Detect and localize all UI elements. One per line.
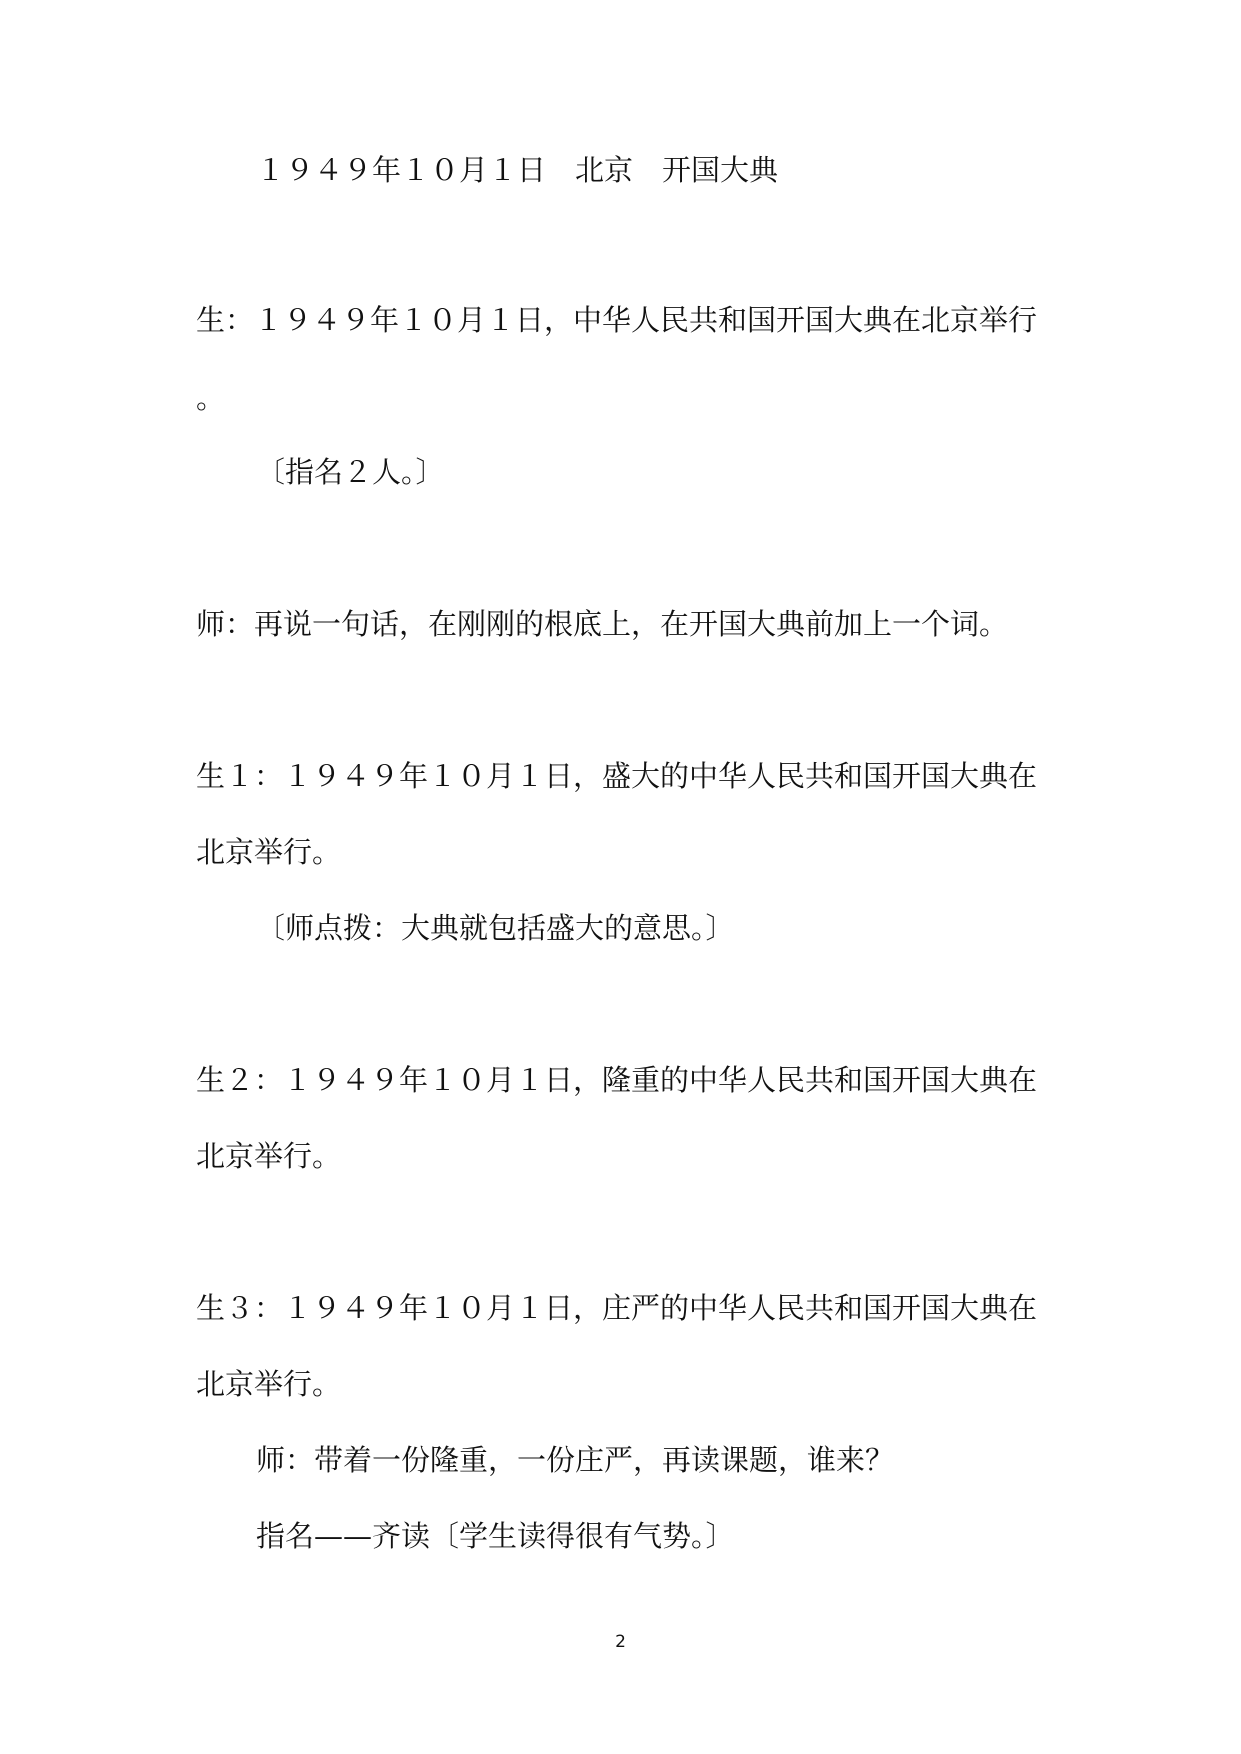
text-line: 生：１９４９年１０月１日，中华人民共和国开国大典在北京举行 [196, 303, 1038, 337]
text-line: 。 [196, 381, 226, 415]
text-line: 师：带着一份隆重，一份庄严，再读课题，谁来？ [256, 1443, 895, 1477]
text-line: 指名——齐读〔学生读得很有气势。〕 [256, 1519, 735, 1553]
text-line: 〔师点拨：大典就包括盛大的意思。〕 [256, 911, 735, 945]
text-line: 生１：１９４９年１０月１日，盛大的中华人民共和国开国大典在 [196, 759, 1038, 793]
text-line: 北京举行。 [196, 835, 342, 869]
text-line: 生２：１９４９年１０月１日，隆重的中华人民共和国开国大典在 [196, 1063, 1038, 1097]
text-line: １９４９年１０月１日 北京 开国大典 [256, 153, 779, 187]
text-line: 北京举行。 [196, 1139, 342, 1173]
page-number: 2 [615, 1632, 626, 1652]
text-line: 师：再说一句话，在刚刚的根底上，在开国大典前加上一个词。 [196, 607, 1009, 641]
text-line: 北京举行。 [196, 1367, 342, 1401]
text-line: 〔指名２人。〕 [256, 455, 445, 489]
text-line: 生３：１９４９年１０月１日，庄严的中华人民共和国开国大典在 [196, 1291, 1038, 1325]
